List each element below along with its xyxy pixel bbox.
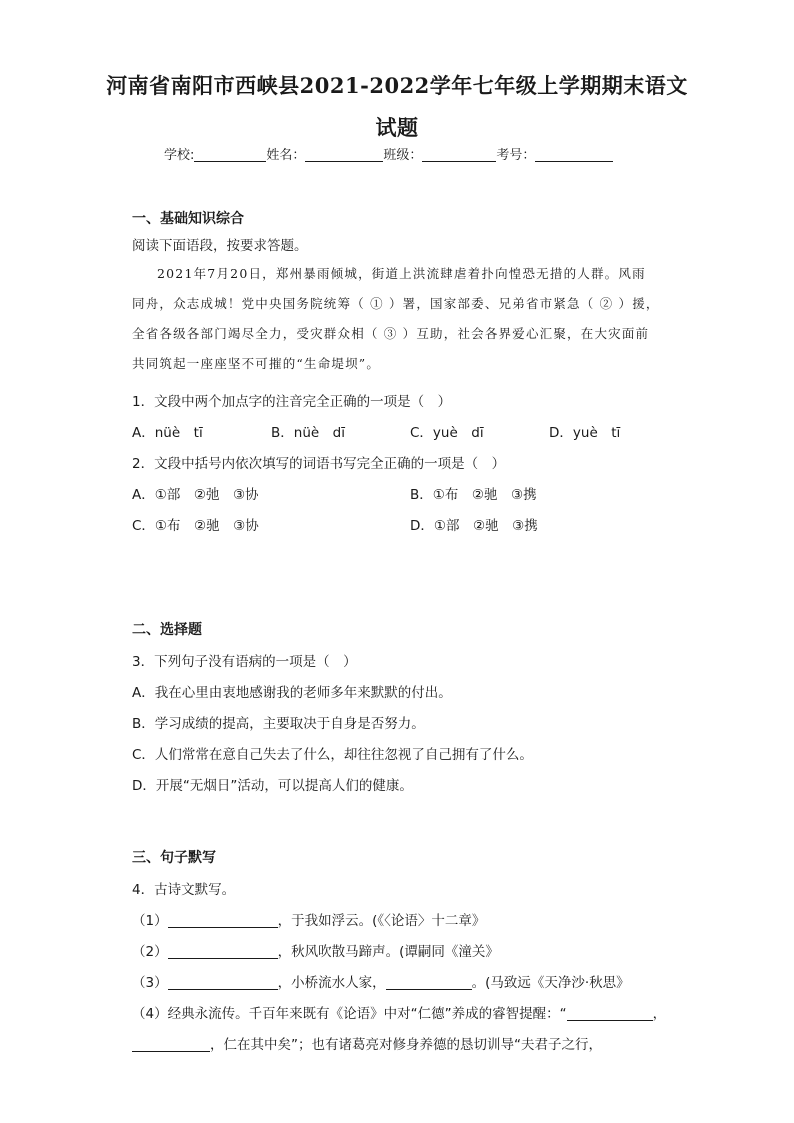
exam-no-blank[interactable] (535, 147, 613, 162)
q3-option-d[interactable]: D．开展“无烟日”活动，可以提高人们的健康。 (132, 778, 413, 794)
q3-option-b[interactable]: B．学习成绩的提高，主要取决于自身是否努力。 (132, 716, 425, 732)
answer-blank[interactable] (567, 1006, 653, 1021)
section-heading-2: 二、选择题 (132, 622, 202, 638)
item-text: ，仁在其中矣”；也有诸葛亮对修身养德的恳切训导“夫君子之行， (210, 1037, 602, 1053)
section-heading-3: 三、句子默写 (132, 850, 216, 866)
reading-passage (132, 259, 662, 379)
passage-line: 全省各级各部门竭尽全力，受灾群众相（ ③ ）互助，社会各界爱心汇聚，在大灾面前 (132, 326, 650, 341)
q1-option-d[interactable]: D．yuè tī (549, 425, 621, 441)
question-3-stem: 3．下列句子没有语病的一项是（ ） (132, 654, 357, 670)
q4-item-2 (132, 940, 499, 960)
q4-item-4 (132, 1002, 666, 1022)
q4-item-3 (132, 971, 630, 991)
section-1-instruction: 阅读下面语段，按要求答题。 (132, 238, 308, 254)
q4-item-4-continued (132, 1033, 602, 1053)
answer-blank[interactable] (168, 944, 278, 959)
passage-line: 共同筑起一座座坚不可摧的“生命堤坝”。 (132, 356, 381, 371)
q2-option-a[interactable]: A．①部 ②弛 ③协 (132, 487, 259, 503)
q2-option-d[interactable]: D．①部 ②驰 ③携 (410, 518, 538, 534)
item-text: 。(马致远《天净沙·秋思》 (471, 975, 630, 991)
q3-option-c[interactable]: C．人们常常在意自己失去了什么，却往往忽视了自己拥有了什么。 (132, 747, 533, 763)
exam-no-label: 考号： (496, 148, 536, 163)
item-number: （1） (132, 913, 168, 929)
q1-option-c[interactable]: C．yuè dī (410, 425, 484, 441)
item-text: ， (652, 1006, 667, 1022)
question-4-stem: 4．古诗文默写。 (132, 882, 236, 898)
class-blank[interactable] (422, 147, 496, 162)
answer-blank[interactable] (132, 1037, 210, 1052)
q4-item-1 (132, 909, 485, 929)
school-label: 学校: (164, 148, 195, 163)
q1-option-b[interactable]: B．nüè dī (271, 425, 345, 441)
page-title: 河南省南阳市西峡县2021-2022学年七年级上学期期末语文 (106, 73, 688, 98)
q2-option-b[interactable]: B．①布 ②驰 ③携 (410, 487, 537, 503)
item-text: ，小桥流水人家， (277, 975, 386, 991)
item-text: （4）经典永流传。千百年来既有《论语》中对“仁德”养成的睿智提醒：“ (132, 1006, 567, 1022)
class-label: 班级： (383, 148, 423, 163)
q1-option-a[interactable]: A．nüè tī (132, 425, 203, 441)
item-text: ，于我如浮云。(《〈论语〉十二章》 (277, 913, 486, 929)
student-info-row (164, 144, 613, 163)
passage-line: 2021年7月20日，郑州暴雨倾城，街道上洪流肆虐着扑向惶恐无措的人群。风雨 (157, 266, 646, 281)
item-number: （3） (132, 975, 168, 991)
section-heading-1: 一、基础知识综合 (132, 211, 244, 227)
answer-blank[interactable] (168, 975, 278, 990)
q2-option-c[interactable]: C．①布 ②驰 ③协 (132, 518, 259, 534)
answer-blank[interactable] (386, 975, 472, 990)
item-text: ，秋风吹散马蹄声。(谭嗣同《潼关》 (277, 944, 499, 960)
answer-blank[interactable] (168, 913, 278, 928)
question-1-stem: 1．文段中两个加点字的注音完全正确的一项是（ ） (132, 394, 452, 410)
school-blank[interactable] (194, 147, 266, 162)
name-blank[interactable] (305, 147, 383, 162)
item-number: （2） (132, 944, 168, 960)
name-label: 姓名： (266, 148, 306, 163)
question-2-stem: 2．文段中括号内依次填写的词语书写完全正确的一项是（ ） (132, 456, 506, 472)
page-title-continued: 试题 (375, 115, 419, 140)
q3-option-a[interactable]: A．我在心里由衷地感谢我的老师多年来默默的付出。 (132, 685, 452, 701)
passage-line: 同舟，众志成城！党中央国务院统筹（ ① ）署，国家部委、兄弟省市紧急（ ② ）援， (132, 296, 660, 311)
